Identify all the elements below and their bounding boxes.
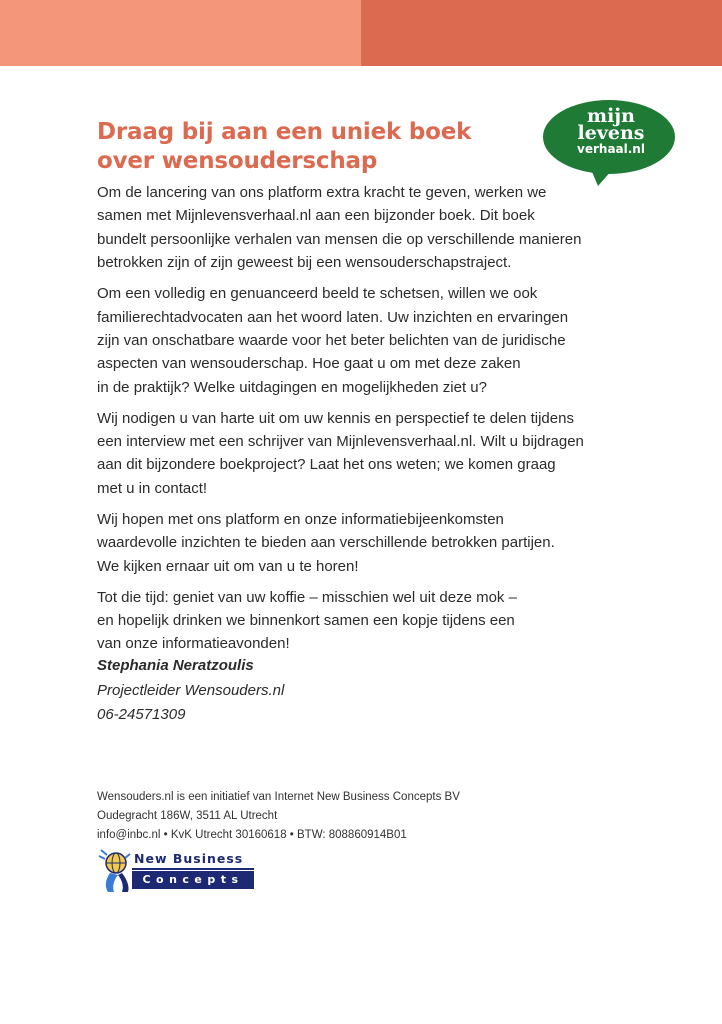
text-line: een interview met een schrijver van Mijnlevensverhaal.nl. Wilt u bijdragen <box>97 433 584 451</box>
paragraph-intro <box>97 181 637 275</box>
nbc-line-concepts: Concepts <box>132 871 254 889</box>
letter-body <box>97 181 637 663</box>
paragraph-invitation <box>97 407 637 501</box>
text-line: aspecten van wensouderschap. Hoe gaat u om met deze zaken <box>97 355 521 373</box>
signature-role: Projectleider Wensouders.nl <box>97 681 285 699</box>
footer-address: Oudegracht 186W, 3511 AL Utrecht <box>97 810 278 822</box>
text-line: Om de lancering van ons platform extra kracht te geven, werken we <box>97 184 547 201</box>
header-color-band <box>0 0 722 66</box>
logo-line-mijn: mijn <box>586 105 636 127</box>
header-band-left <box>0 0 361 66</box>
nbc-divider <box>132 868 254 870</box>
speech-bubble-logo-icon <box>540 97 678 187</box>
signature-block <box>97 654 284 728</box>
paragraph-lawyers <box>97 282 637 399</box>
text-line: zijn van onschatbare waarde voor het beter belichten van de juridische <box>97 331 566 349</box>
signature-phone: 06-24571309 <box>97 706 186 723</box>
text-line: waardevolle inzichten te bieden aan verschillende betrokken partijen. <box>97 534 555 552</box>
nbc-wordmark <box>132 849 254 891</box>
paragraph-closing <box>97 586 637 656</box>
text-line: met u in contact! <box>97 479 208 497</box>
text-line: aan dit bijzondere boekproject? Laat het ons weten; we komen graag <box>97 456 556 474</box>
text-line: Tot die tijd: geniet van uw koffie – misschien wel uit deze mok – <box>97 588 517 606</box>
header-band-right <box>361 0 722 66</box>
logo-line-levens: levens <box>577 122 645 144</box>
page-title <box>97 118 537 176</box>
nbc-line-new-business: New Business <box>132 850 254 868</box>
text-line: samen met Mijnlevensverhaal.nl aan een bijzonder boek. Dit boek <box>97 207 535 225</box>
text-line: Wij nodigen u van harte uit om uw kennis en perspectief te delen tijdens <box>97 409 574 427</box>
text-line: in de praktijk? Welke uitdagingen en mogelijkheden ziet u? <box>97 378 487 396</box>
title-line: Draag bij aan een uniek boek <box>97 119 472 145</box>
paragraph-hope <box>97 508 637 578</box>
signature-name: Stephania Neratzoulis <box>97 657 254 674</box>
footer-line: Wensouders.nl is een initiatief van Internet New Business Concepts BV <box>97 791 460 803</box>
text-line: Wij hopen met ons platform en onze informatiebijeenkomsten <box>97 510 504 528</box>
text-line: betrokken zijn of zijn geweest bij een wensouderschapstraject. <box>97 254 512 272</box>
text-line: en hopelijk drinken we binnenkort samen een kopje tijdens een <box>97 611 515 629</box>
mijnlevensverhaal-logo <box>540 97 678 187</box>
text-line: van onze informatieavonden! <box>97 635 290 653</box>
text-line: Om een volledig en genuanceerd beeld te schetsen, willen we ook <box>97 285 538 303</box>
logo-line-verhaal: verhaal.nl <box>577 142 645 156</box>
text-line: bundelt persoonlijke verhalen van mensen die op verschillende manieren <box>97 230 582 248</box>
footer-company-info <box>97 788 460 845</box>
footer-contact: info@inbc.nl • KvK Utrecht 30160618 • BTW: 808860914B01 <box>97 829 407 841</box>
title-line: over wensouderschap <box>97 148 378 174</box>
globe-person-icon <box>96 846 136 894</box>
text-line: We kijken ernaar uit om van u te horen! <box>97 557 359 575</box>
new-business-concepts-logo <box>96 846 256 894</box>
text-line: familierechtadvocaten aan het woord laten. Uw inzichten en ervaringen <box>97 308 569 326</box>
